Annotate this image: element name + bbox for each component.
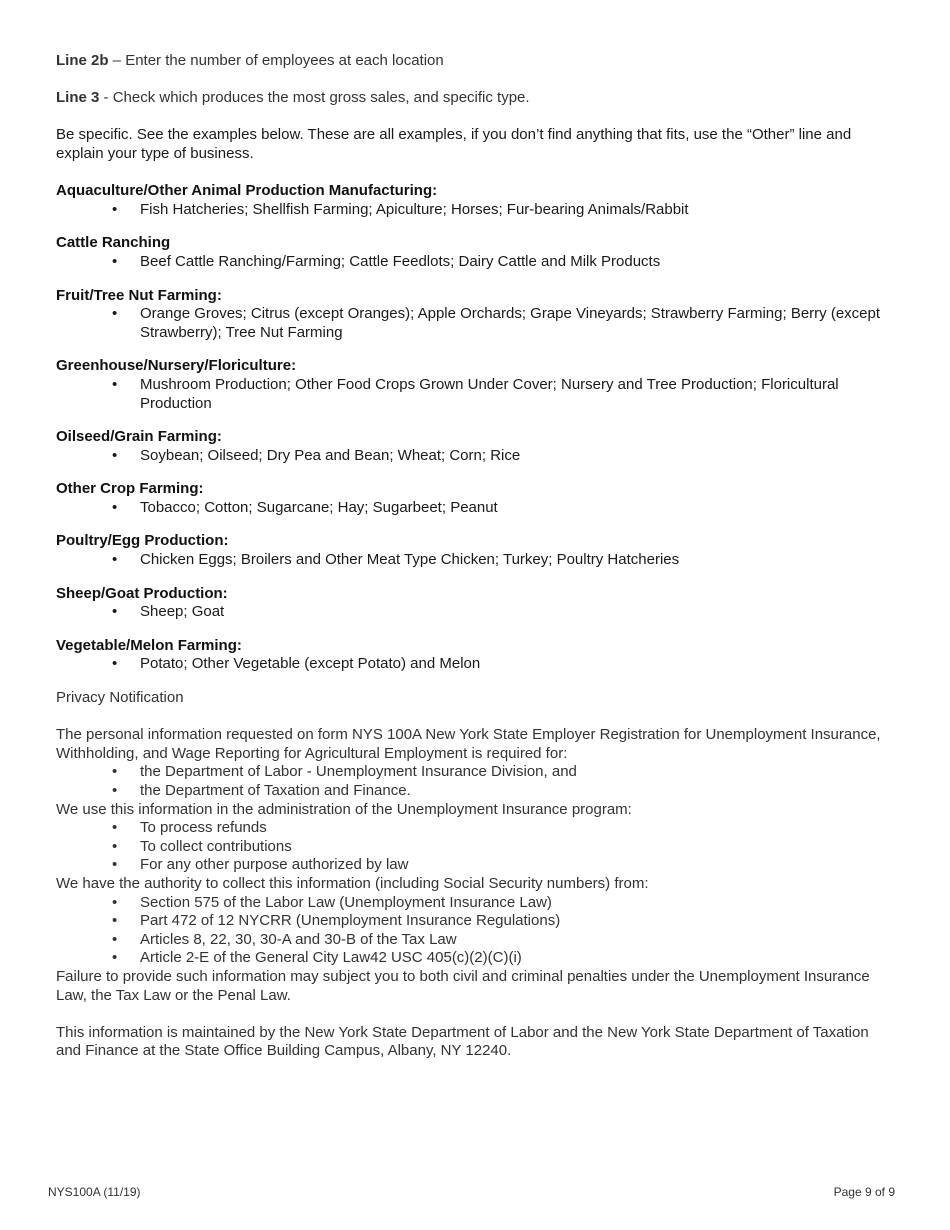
line-2b-instruction <box>56 52 896 71</box>
privacy-maintained-paragraph: This information is maintained by the New York State Department of Labor and the New York State Department of Taxation and Finance at the State Office Building Campus, Albany, NY 12240. <box>56 1023 869 1060</box>
category-title: Greenhouse/Nursery/Floriculture: <box>56 357 297 375</box>
category-title: Sheep/Goat Production: <box>56 584 228 602</box>
list-item: • Section 575 of the Labor Law (Unemployment Insurance Law) <box>56 894 896 913</box>
category-block <box>56 585 896 622</box>
business-categories <box>56 182 896 674</box>
list-item: • Soybean; Oilseed; Dry Pea and Bean; Wheat; Corn; Rice <box>56 447 896 466</box>
list-item: • Sheep; Goat <box>56 603 896 622</box>
category-block <box>56 637 896 674</box>
privacy-heading: Privacy Notification <box>56 689 184 707</box>
list-item: • Fish Hatcheries; Shellfish Farming; Apiculture; Horses; Fur-bearing Animals/Rabbit <box>56 201 896 220</box>
form-id: NYS100A (11/19) <box>48 1185 141 1199</box>
privacy-authority-intro: We have the authority to collect this information (including Social Security numbers) from: <box>56 874 649 892</box>
category-examples <box>56 499 896 518</box>
category-block <box>56 287 896 343</box>
authority-list <box>56 894 896 968</box>
category-examples <box>56 447 896 466</box>
category-examples <box>56 376 896 413</box>
category-examples <box>56 305 896 342</box>
category-examples <box>56 253 896 272</box>
category-examples <box>56 201 896 220</box>
category-examples <box>56 603 896 622</box>
privacy-required-intro: The personal information requested on form NYS 100A New York State Employer Registration for Unemployment Insurance, Withholding, and Wage Reporting for Agricultural Employment is required for: <box>56 726 881 762</box>
list-item: • Mushroom Production; Other Food Crops Grown Under Cover; Nursery and Tree Production; Floricultural Production <box>56 376 896 413</box>
page-number: Page 9 of 9 <box>833 1185 895 1199</box>
line-2b-label: Line 2b <box>56 52 109 69</box>
list-item: • Articles 8, 22, 30, 30-A and 30-B of the Tax Law <box>56 931 896 950</box>
list-item: • For any other purpose authorized by law <box>56 856 896 875</box>
category-examples <box>56 655 896 674</box>
category-block <box>56 182 896 219</box>
list-item: • Potato; Other Vegetable (except Potato) and Melon <box>56 655 896 674</box>
list-item: • Chicken Eggs; Broilers and Other Meat Type Chicken; Turkey; Poultry Hatcheries <box>56 551 896 570</box>
category-title: Poultry/Egg Production: <box>56 532 229 550</box>
category-title: Oilseed/Grain Farming: <box>56 428 222 446</box>
list-item: • the Department of Labor - Unemployment Insurance Division, and <box>56 763 896 782</box>
category-block <box>56 532 896 569</box>
category-title: Cattle Ranching <box>56 234 171 252</box>
category-examples <box>56 551 896 570</box>
list-item: • Article 2-E of the General City Law42 USC 405(c)(2)(C)(i) <box>56 949 896 968</box>
list-item: • Orange Groves; Citrus (except Oranges); Apple Orchards; Grape Vineyards; Strawberry Farming; Berry (except Strawberry); Tree Nut Farming <box>56 305 896 342</box>
category-block <box>56 480 896 517</box>
category-block <box>56 234 896 271</box>
category-title: Fruit/Tree Nut Farming: <box>56 286 222 304</box>
line-3-instruction <box>56 89 896 108</box>
line-3-label: Line 3 <box>56 89 100 107</box>
category-title: Vegetable/Melon Farming: <box>56 636 242 654</box>
intro-paragraph: Be specific. See the examples below. These are all examples, if you don’t find anything that fits, use the “Other” line and explain your type of business. <box>56 126 852 162</box>
line-2b-text: – Enter the number of employees at each location <box>108 52 444 69</box>
required-list <box>56 763 896 800</box>
document-page <box>56 52 896 1080</box>
list-item: • Part 472 of 12 NYCRR (Unemployment Insurance Regulations) <box>56 912 896 931</box>
list-item: • Tobacco; Cotton; Sugarcane; Hay; Sugarbeet; Peanut <box>56 499 896 518</box>
category-title: Other Crop Farming: <box>56 480 204 498</box>
category-block <box>56 428 896 465</box>
use-list <box>56 819 896 875</box>
category-block <box>56 357 896 413</box>
list-item: • Beef Cattle Ranching/Farming; Cattle Feedlots; Dairy Cattle and Milk Products <box>56 253 896 272</box>
category-title: Aquaculture/Other Animal Production Manufacturing: <box>56 182 438 200</box>
list-item: • the Department of Taxation and Finance. <box>56 782 896 801</box>
privacy-failure-paragraph: Failure to provide such information may subject you to both civil and criminal penalties under the Unemployment Insurance Law, the Tax Law or the Penal Law. <box>56 967 870 1004</box>
privacy-use-intro: We use this information in the administration of the Unemployment Insurance program: <box>56 800 632 818</box>
list-item: • To collect contributions <box>56 838 896 857</box>
line-3-text: - Check which produces the most gross sales, and specific type. <box>99 89 530 107</box>
list-item: • To process refunds <box>56 819 896 838</box>
